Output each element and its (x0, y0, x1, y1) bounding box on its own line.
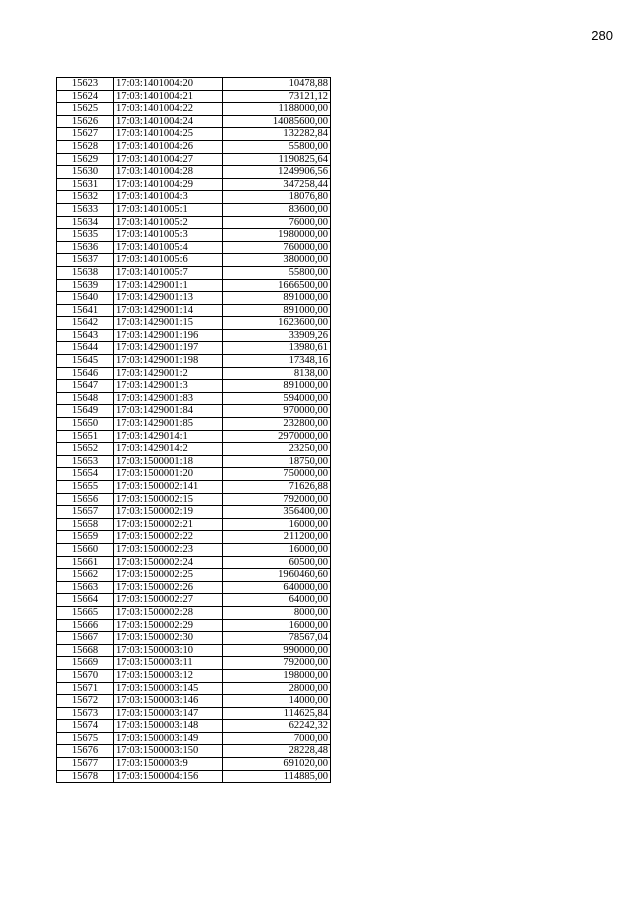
row-number-cell: 15643 (57, 329, 114, 342)
row-number-cell: 15664 (57, 594, 114, 607)
row-number-cell: 15657 (57, 506, 114, 519)
row-number-cell: 15668 (57, 644, 114, 657)
cadastral-number-cell: 17:03:1401004:28 (114, 166, 223, 179)
row-number-cell: 15639 (57, 279, 114, 292)
cadastral-value-cell: 1249906,56 (223, 166, 331, 179)
cadastral-value-cell: 232800,00 (223, 418, 331, 431)
row-number-cell: 15636 (57, 241, 114, 254)
row-number-cell: 15637 (57, 254, 114, 267)
table-row (57, 178, 331, 191)
table-row (57, 329, 331, 342)
table-row (57, 443, 331, 456)
cadastral-value-cell: 114885,00 (223, 770, 331, 783)
row-number-cell: 15659 (57, 531, 114, 544)
table-row (57, 153, 331, 166)
table-row (57, 317, 331, 330)
cadastral-value-cell: 10478,88 (223, 78, 331, 91)
cadastral-value-cell: 16000,00 (223, 518, 331, 531)
row-number-cell: 15670 (57, 669, 114, 682)
cadastral-value-cell: 78567,04 (223, 632, 331, 645)
cadastral-value-cell: 55800,00 (223, 140, 331, 153)
table-row (57, 619, 331, 632)
cadastral-value-cell: 13980,61 (223, 342, 331, 355)
row-number-cell: 15660 (57, 543, 114, 556)
row-number-cell: 15658 (57, 518, 114, 531)
cadastral-value-cell: 73121,12 (223, 90, 331, 103)
cadastral-number-cell: 17:03:1401005:2 (114, 216, 223, 229)
cadastral-number-cell: 17:03:1500003:149 (114, 732, 223, 745)
table-row (57, 669, 331, 682)
cadastral-number-cell: 17:03:1500003:150 (114, 745, 223, 758)
cadastral-number-cell: 17:03:1500003:11 (114, 657, 223, 670)
cadastral-value-cell: 970000,00 (223, 405, 331, 418)
row-number-cell: 15625 (57, 103, 114, 116)
cadastral-value-cell: 28228,48 (223, 745, 331, 758)
row-number-cell: 15677 (57, 758, 114, 771)
cadastral-value-cell: 71626,88 (223, 481, 331, 494)
row-number-cell: 15631 (57, 178, 114, 191)
cadastral-value-cell: 1623600,00 (223, 317, 331, 330)
row-number-cell: 15673 (57, 707, 114, 720)
cadastral-value-table (56, 77, 331, 783)
cadastral-value-cell: 14085600,00 (223, 115, 331, 128)
cadastral-value-cell: 1190825,64 (223, 153, 331, 166)
cadastral-value-cell: 18750,00 (223, 455, 331, 468)
cadastral-number-cell: 17:03:1401004:22 (114, 103, 223, 116)
table-row (57, 543, 331, 556)
table-row (57, 770, 331, 783)
cadastral-number-cell: 17:03:1401005:7 (114, 266, 223, 279)
cadastral-number-cell: 17:03:1401004:21 (114, 90, 223, 103)
table-row (57, 594, 331, 607)
table-row (57, 128, 331, 141)
cadastral-value-cell: 760000,00 (223, 241, 331, 254)
cadastral-value-cell: 23250,00 (223, 443, 331, 456)
table-row (57, 556, 331, 569)
row-number-cell: 15644 (57, 342, 114, 355)
cadastral-value-cell: 1188000,00 (223, 103, 331, 116)
row-number-cell: 15629 (57, 153, 114, 166)
table-row (57, 90, 331, 103)
row-number-cell: 15652 (57, 443, 114, 456)
row-number-cell: 15638 (57, 266, 114, 279)
row-number-cell: 15678 (57, 770, 114, 783)
table-row (57, 342, 331, 355)
table-row (57, 115, 331, 128)
cadastral-number-cell: 17:03:1500002:26 (114, 581, 223, 594)
cadastral-number-cell: 17:03:1429001:84 (114, 405, 223, 418)
cadastral-number-cell: 17:03:1500002:28 (114, 606, 223, 619)
cadastral-number-cell: 17:03:1429001:83 (114, 392, 223, 405)
row-number-cell: 15626 (57, 115, 114, 128)
table-row (57, 430, 331, 443)
cadastral-number-cell: 17:03:1500002:30 (114, 632, 223, 645)
cadastral-number-cell: 17:03:1500002:27 (114, 594, 223, 607)
table-row (57, 216, 331, 229)
cadastral-value-cell: 891000,00 (223, 292, 331, 305)
table-row (57, 455, 331, 468)
table-row (57, 531, 331, 544)
cadastral-number-cell: 17:03:1401004:27 (114, 153, 223, 166)
row-number-cell: 15649 (57, 405, 114, 418)
cadastral-number-cell: 17:03:1429001:196 (114, 329, 223, 342)
table-row (57, 191, 331, 204)
row-number-cell: 15671 (57, 682, 114, 695)
cadastral-value-cell: 132282,84 (223, 128, 331, 141)
cadastral-number-cell: 17:03:1500001:20 (114, 468, 223, 481)
cadastral-number-cell: 17:03:1500003:9 (114, 758, 223, 771)
row-number-cell: 15634 (57, 216, 114, 229)
table-row (57, 229, 331, 242)
cadastral-number-cell: 17:03:1500002:21 (114, 518, 223, 531)
row-number-cell: 15641 (57, 304, 114, 317)
row-number-cell: 15628 (57, 140, 114, 153)
cadastral-value-cell: 17348,16 (223, 355, 331, 368)
row-number-cell: 15647 (57, 380, 114, 393)
cadastral-value-cell: 792000,00 (223, 657, 331, 670)
cadastral-value-cell: 83600,00 (223, 203, 331, 216)
row-number-cell: 15653 (57, 455, 114, 468)
cadastral-value-cell: 1980000,00 (223, 229, 331, 242)
cadastral-number-cell: 17:03:1401005:4 (114, 241, 223, 254)
table-row (57, 78, 331, 91)
cadastral-number-cell: 17:03:1401004:29 (114, 178, 223, 191)
table-row (57, 657, 331, 670)
cadastral-number-cell: 17:03:1401005:3 (114, 229, 223, 242)
row-number-cell: 15654 (57, 468, 114, 481)
cadastral-value-cell: 8138,00 (223, 367, 331, 380)
cadastral-number-cell: 17:03:1429001:1 (114, 279, 223, 292)
cadastral-value-cell: 14000,00 (223, 695, 331, 708)
cadastral-number-cell: 17:03:1500002:25 (114, 569, 223, 582)
row-number-cell: 15630 (57, 166, 114, 179)
cadastral-number-cell: 17:03:1401004:24 (114, 115, 223, 128)
cadastral-value-cell: 33909,26 (223, 329, 331, 342)
cadastral-number-cell: 17:03:1429001:3 (114, 380, 223, 393)
row-number-cell: 15665 (57, 606, 114, 619)
table-row (57, 506, 331, 519)
table-row (57, 405, 331, 418)
cadastral-number-cell: 17:03:1500003:148 (114, 720, 223, 733)
row-number-cell: 15633 (57, 203, 114, 216)
cadastral-number-cell: 17:03:1500002:24 (114, 556, 223, 569)
cadastral-value-cell: 8000,00 (223, 606, 331, 619)
cadastral-number-cell: 17:03:1500003:145 (114, 682, 223, 695)
table-row (57, 241, 331, 254)
cadastral-value-cell: 211200,00 (223, 531, 331, 544)
table-row (57, 569, 331, 582)
cadastral-value-cell: 62242,32 (223, 720, 331, 733)
cadastral-value-cell: 891000,00 (223, 304, 331, 317)
table-row (57, 392, 331, 405)
cadastral-value-cell: 7000,00 (223, 732, 331, 745)
cadastral-number-cell: 17:03:1429001:14 (114, 304, 223, 317)
cadastral-number-cell: 17:03:1500002:29 (114, 619, 223, 632)
table-body (57, 78, 331, 783)
cadastral-value-cell: 18076,80 (223, 191, 331, 204)
cadastral-number-cell: 17:03:1429014:2 (114, 443, 223, 456)
table-row (57, 380, 331, 393)
table-row (57, 644, 331, 657)
cadastral-value-cell: 891000,00 (223, 380, 331, 393)
cadastral-value-cell: 2970000,00 (223, 430, 331, 443)
cadastral-value-cell: 990000,00 (223, 644, 331, 657)
table-row (57, 518, 331, 531)
table-row (57, 140, 331, 153)
table-row (57, 745, 331, 758)
row-number-cell: 15661 (57, 556, 114, 569)
cadastral-value-cell: 76000,00 (223, 216, 331, 229)
cadastral-value-cell: 1666500,00 (223, 279, 331, 292)
table-row (57, 468, 331, 481)
table-row (57, 606, 331, 619)
row-number-cell: 15676 (57, 745, 114, 758)
cadastral-number-cell: 17:03:1401005:1 (114, 203, 223, 216)
cadastral-value-cell: 198000,00 (223, 669, 331, 682)
row-number-cell: 15666 (57, 619, 114, 632)
row-number-cell: 15667 (57, 632, 114, 645)
cadastral-value-cell: 55800,00 (223, 266, 331, 279)
cadastral-value-cell: 114625,84 (223, 707, 331, 720)
row-number-cell: 15662 (57, 569, 114, 582)
table-row (57, 758, 331, 771)
cadastral-number-cell: 17:03:1429001:197 (114, 342, 223, 355)
cadastral-number-cell: 17:03:1429014:1 (114, 430, 223, 443)
table-row (57, 632, 331, 645)
cadastral-number-cell: 17:03:1500003:12 (114, 669, 223, 682)
table-row (57, 720, 331, 733)
row-number-cell: 15642 (57, 317, 114, 330)
cadastral-number-cell: 17:03:1500002:141 (114, 481, 223, 494)
table-row (57, 581, 331, 594)
cadastral-number-cell: 17:03:1401004:20 (114, 78, 223, 91)
cadastral-number-cell: 17:03:1500004:156 (114, 770, 223, 783)
table-row (57, 355, 331, 368)
cadastral-number-cell: 17:03:1429001:198 (114, 355, 223, 368)
table-row (57, 166, 331, 179)
cadastral-number-cell: 17:03:1500002:22 (114, 531, 223, 544)
table-row (57, 732, 331, 745)
row-number-cell: 15635 (57, 229, 114, 242)
cadastral-number-cell: 17:03:1500003:10 (114, 644, 223, 657)
cadastral-value-cell: 64000,00 (223, 594, 331, 607)
row-number-cell: 15672 (57, 695, 114, 708)
cadastral-number-cell: 17:03:1500003:146 (114, 695, 223, 708)
row-number-cell: 15655 (57, 481, 114, 494)
cadastral-number-cell: 17:03:1429001:13 (114, 292, 223, 305)
row-number-cell: 15663 (57, 581, 114, 594)
cadastral-value-cell: 750000,00 (223, 468, 331, 481)
row-number-cell: 15669 (57, 657, 114, 670)
table-row (57, 103, 331, 116)
row-number-cell: 15627 (57, 128, 114, 141)
cadastral-number-cell: 17:03:1429001:15 (114, 317, 223, 330)
row-number-cell: 15675 (57, 732, 114, 745)
cadastral-value-cell: 16000,00 (223, 619, 331, 632)
table-row (57, 292, 331, 305)
cadastral-value-cell: 16000,00 (223, 543, 331, 556)
table-row (57, 481, 331, 494)
row-number-cell: 15651 (57, 430, 114, 443)
cadastral-value-cell: 640000,00 (223, 581, 331, 594)
table-row (57, 203, 331, 216)
cadastral-value-cell: 1960460,60 (223, 569, 331, 582)
cadastral-value-cell: 594000,00 (223, 392, 331, 405)
cadastral-number-cell: 17:03:1500001:18 (114, 455, 223, 468)
cadastral-value-cell: 28000,00 (223, 682, 331, 695)
cadastral-number-cell: 17:03:1401004:3 (114, 191, 223, 204)
cadastral-number-cell: 17:03:1429001:2 (114, 367, 223, 380)
table-row (57, 707, 331, 720)
cadastral-value-cell: 356400,00 (223, 506, 331, 519)
row-number-cell: 15650 (57, 418, 114, 431)
row-number-cell: 15656 (57, 493, 114, 506)
row-number-cell: 15674 (57, 720, 114, 733)
cadastral-number-cell: 17:03:1500003:147 (114, 707, 223, 720)
cadastral-value-cell: 792000,00 (223, 493, 331, 506)
row-number-cell: 15623 (57, 78, 114, 91)
cadastral-number-cell: 17:03:1500002:23 (114, 543, 223, 556)
table-row (57, 279, 331, 292)
cadastral-value-cell: 691020,00 (223, 758, 331, 771)
cadastral-number-cell: 17:03:1401004:25 (114, 128, 223, 141)
row-number-cell: 15640 (57, 292, 114, 305)
table-row (57, 254, 331, 267)
table-row (57, 367, 331, 380)
table-row (57, 304, 331, 317)
cadastral-value-cell: 60500,00 (223, 556, 331, 569)
table-row (57, 682, 331, 695)
table-row (57, 418, 331, 431)
cadastral-number-cell: 17:03:1500002:19 (114, 506, 223, 519)
row-number-cell: 15646 (57, 367, 114, 380)
cadastral-number-cell: 17:03:1429001:85 (114, 418, 223, 431)
row-number-cell: 15624 (57, 90, 114, 103)
page-number: 280 (591, 28, 613, 43)
row-number-cell: 15645 (57, 355, 114, 368)
table-row (57, 695, 331, 708)
row-number-cell: 15648 (57, 392, 114, 405)
table-row (57, 493, 331, 506)
cadastral-number-cell: 17:03:1401005:6 (114, 254, 223, 267)
table-row (57, 266, 331, 279)
row-number-cell: 15632 (57, 191, 114, 204)
cadastral-number-cell: 17:03:1401004:26 (114, 140, 223, 153)
cadastral-value-cell: 347258,44 (223, 178, 331, 191)
cadastral-number-cell: 17:03:1500002:15 (114, 493, 223, 506)
cadastral-value-cell: 380000,00 (223, 254, 331, 267)
